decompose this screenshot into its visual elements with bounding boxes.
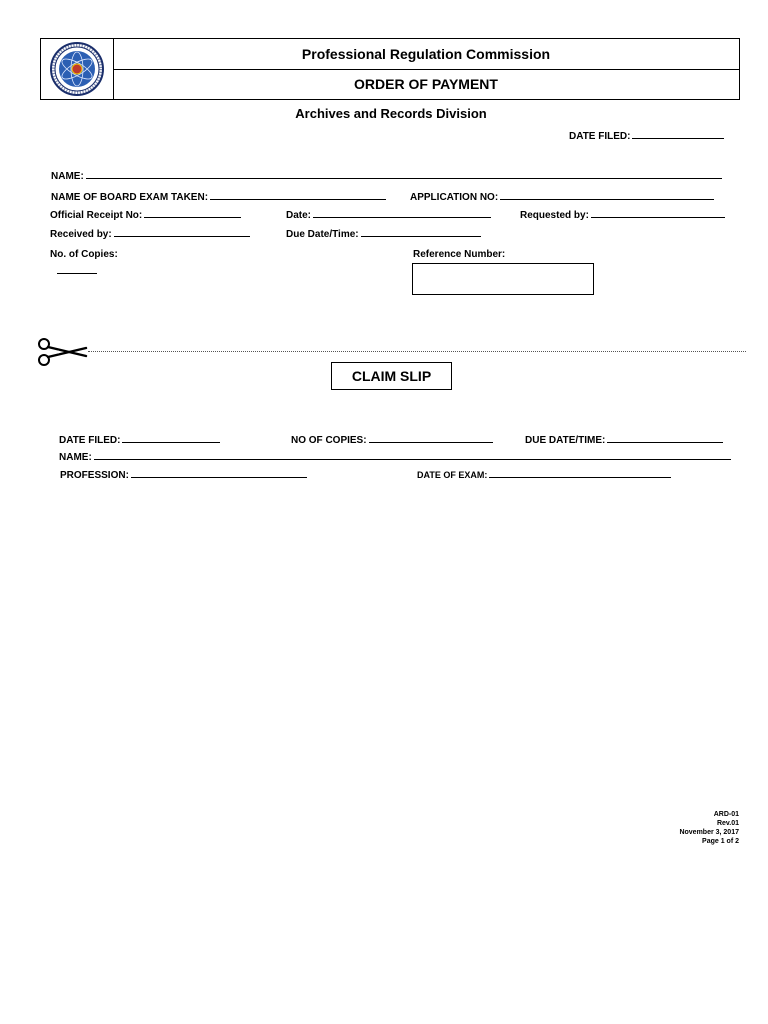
claim-date-filed-line[interactable]	[122, 433, 220, 443]
claim-date-of-exam-label: DATE OF EXAM:	[417, 470, 488, 480]
received-by-label: Received by:	[50, 229, 112, 240]
application-no-label: APPLICATION NO:	[410, 192, 499, 203]
header-title: Professional Regulation Commission	[113, 39, 739, 70]
claim-date-of-exam-field[interactable]	[417, 468, 671, 480]
logo-cell	[41, 39, 114, 99]
name-line[interactable]	[86, 169, 722, 179]
claim-slip-title: CLAIM SLIP	[331, 362, 452, 390]
claim-date-filed-field[interactable]	[59, 433, 220, 446]
footer-revision: Rev.01	[716, 820, 739, 827]
due-date-time-label: Due Date/Time:	[286, 229, 359, 240]
header-box	[40, 38, 740, 100]
reference-number-label: Reference Number:	[413, 249, 506, 260]
due-date-time-line[interactable]	[361, 227, 481, 237]
application-no-line[interactable]	[500, 190, 714, 200]
official-receipt-label: Official Receipt No:	[50, 210, 143, 221]
application-no-field[interactable]	[410, 190, 714, 203]
date-field[interactable]	[286, 208, 491, 221]
footer-date: November 3, 2017	[679, 829, 739, 836]
scissors-icon	[36, 337, 88, 367]
claim-name-field[interactable]	[59, 450, 731, 463]
date-line[interactable]	[313, 208, 491, 218]
official-receipt-line[interactable]	[144, 208, 241, 218]
claim-date-of-exam-line[interactable]	[489, 468, 671, 478]
copies-line[interactable]	[57, 273, 97, 274]
form-footer	[679, 810, 739, 846]
board-exam-line[interactable]	[210, 190, 386, 200]
board-exam-field[interactable]	[51, 190, 386, 203]
official-receipt-field[interactable]	[50, 208, 241, 221]
claim-date-filed-label: DATE FILED:	[59, 435, 121, 446]
date-filed-line[interactable]	[632, 129, 724, 139]
due-date-time-field[interactable]	[286, 227, 481, 240]
date-label: Date:	[286, 210, 312, 221]
division-title: Archives and Records Division	[295, 106, 487, 121]
cut-line	[88, 351, 746, 352]
received-by-field[interactable]	[50, 227, 250, 240]
reference-number-box[interactable]	[412, 263, 594, 295]
claim-copies-field[interactable]	[291, 433, 493, 446]
board-exam-label: NAME OF BOARD EXAM TAKEN:	[51, 192, 209, 203]
claim-name-line[interactable]	[94, 450, 731, 460]
claim-copies-label: NO OF COPIES:	[291, 435, 367, 446]
header-subtitle: ORDER OF PAYMENT	[354, 76, 498, 92]
requested-by-field[interactable]	[520, 208, 725, 221]
claim-profession-label: PROFESSION:	[60, 470, 129, 481]
name-field[interactable]	[51, 169, 722, 182]
claim-due-date-line[interactable]	[607, 433, 723, 443]
requested-by-line[interactable]	[591, 208, 725, 218]
received-by-line[interactable]	[114, 227, 250, 237]
claim-name-label: NAME:	[59, 452, 92, 463]
claim-copies-line[interactable]	[369, 433, 493, 443]
footer-form-code: ARD-01	[713, 811, 739, 818]
name-label: NAME:	[51, 171, 84, 182]
claim-profession-line[interactable]	[131, 468, 307, 478]
date-filed-label: DATE FILED:	[569, 131, 631, 142]
claim-profession-field[interactable]	[60, 468, 307, 481]
date-filed-field[interactable]	[569, 129, 724, 142]
copies-label: No. of Copies:	[50, 249, 118, 260]
claim-due-date-label: DUE DATE/TIME:	[525, 435, 606, 446]
prc-seal-icon	[47, 40, 107, 98]
claim-due-date-field[interactable]	[525, 433, 723, 446]
footer-page: Page 1 of 2	[702, 838, 739, 845]
requested-by-label: Requested by:	[520, 210, 589, 221]
